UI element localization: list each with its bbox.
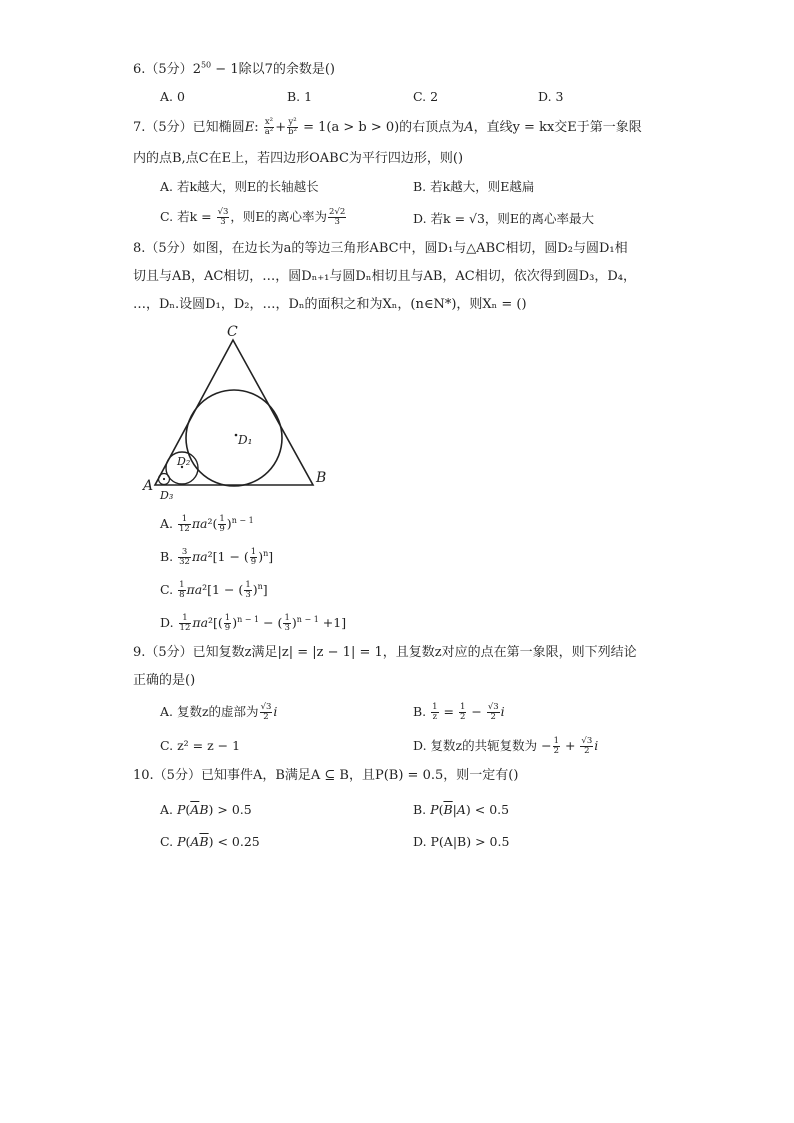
label-d2: D₂ xyxy=(177,455,191,468)
q6-option-d: D. 3 xyxy=(538,89,564,104)
q8-option-a: A. $\frac{1}{12}$ πa²( $\frac{1}{9}$ )$^{n - 1}$ xyxy=(160,514,254,534)
q7-option-b: B. 若k越大，则E越扁 xyxy=(413,179,535,194)
circle-d1 xyxy=(186,390,282,486)
q6-option-c: C. 2 xyxy=(413,89,439,104)
label-d1: D₁ xyxy=(238,433,253,447)
q10-stem: 10.（5分）已知事件A，B满足A ⊆ B，且P(B) = 0.5，则一定有() xyxy=(133,768,519,783)
q9-stem-line1: 9.（5分）已知复数z满足|z| = |z − 1| = 1，且复数z对应的点在第一象限，则下列结论 xyxy=(133,645,637,660)
q9-option-d: D. 复数z的共轭复数为 − $\frac{1}{2}$ + $\frac{√3}{2}$ i xyxy=(413,736,599,756)
q10-option-b: B. $P(\overline{B}|A) < 0.5$ xyxy=(413,802,510,817)
q6-option-b: B. 1 xyxy=(287,89,313,104)
q9-option-a: A. 复数z的虚部为 $\frac{√3}{2}$ i xyxy=(160,702,278,722)
label-c: C xyxy=(227,324,238,340)
q9-option-b: B. $\frac{1}{z}$ = $\frac{1}{2}$ − $\frac{√3}{2}$ i xyxy=(413,702,505,722)
label-b: B xyxy=(316,470,327,486)
label-d3: D₃ xyxy=(160,489,174,502)
q7-option-c: C. 若k = $\frac{√3}{3}$ ，则E的离心率为 $\frac{2√2}{3}$ xyxy=(160,207,346,227)
q7-stem-line1: 7.（5分）已知椭圆E: $\frac{\text{x²}}{\text{a²}}$ + $\frac{\text{y²}}{\text{b²}}$ = 1(a > b > 0)的右顶点为A，直线y = kx交E于第一象限 xyxy=(133,117,642,137)
q8-option-c: C. $\frac{1}{8}$ πa²[1 − ( $\frac{1}{3}$ )$^n$] xyxy=(160,580,268,600)
q6-stem: 6.（5分）$2^{50} - 1$除以7的余数是() xyxy=(133,60,335,77)
q8-option-d: D. $\frac{1}{12}$ πa²[( $\frac{1}{9}$ )$^{n - 1}$ − ( $\frac{1}{3}$ )$^{n - 1}$ +1] xyxy=(160,613,347,633)
q8-stem-line2: 切且与AB，AC相切，…，圆Dₙ₊₁与圆Dₙ相切且与AB，AC相切，依次得到圆D₃，D₄， xyxy=(133,269,636,284)
q8-stem-line3: …，Dₙ.设圆D₁，D₂，…，Dₙ的面积之和为Xₙ，(n∈N*)，则Xₙ = () xyxy=(133,297,527,312)
q10-option-c: C. $P(A\overline{B}) < 0.25$ xyxy=(160,834,260,849)
q10-option-d: D. P(A|B) > 0.5 xyxy=(413,834,510,849)
q10-option-a: A. $P(\overline{A}B) > 0.5$ xyxy=(160,802,252,817)
q8-stem-line1: 8.（5分）如图，在边长为a的等边三角形ABC中，圆D₁与△ABC相切，圆D₂与圆D₁相 xyxy=(133,241,628,256)
q7-option-d: D. 若k = √3，则E的离心率最大 xyxy=(413,211,595,226)
q8-figure xyxy=(138,322,338,502)
q6-option-a: A. 0 xyxy=(160,89,185,104)
q7-option-a: A. 若k越大，则E的长轴越长 xyxy=(160,179,319,194)
q8-option-b: B. $\frac{3}{32}$ πa²[1 − ( $\frac{1}{9}$ )$^n$] xyxy=(160,547,274,567)
q9-option-c: C. z² = z − 1 xyxy=(160,738,241,753)
q9-stem-line2: 正确的是() xyxy=(133,673,196,688)
q7-stem-line2: 内的点B,点C在E上，若四边形OABC为平行四边形，则() xyxy=(133,151,464,166)
label-a: A xyxy=(143,478,154,494)
